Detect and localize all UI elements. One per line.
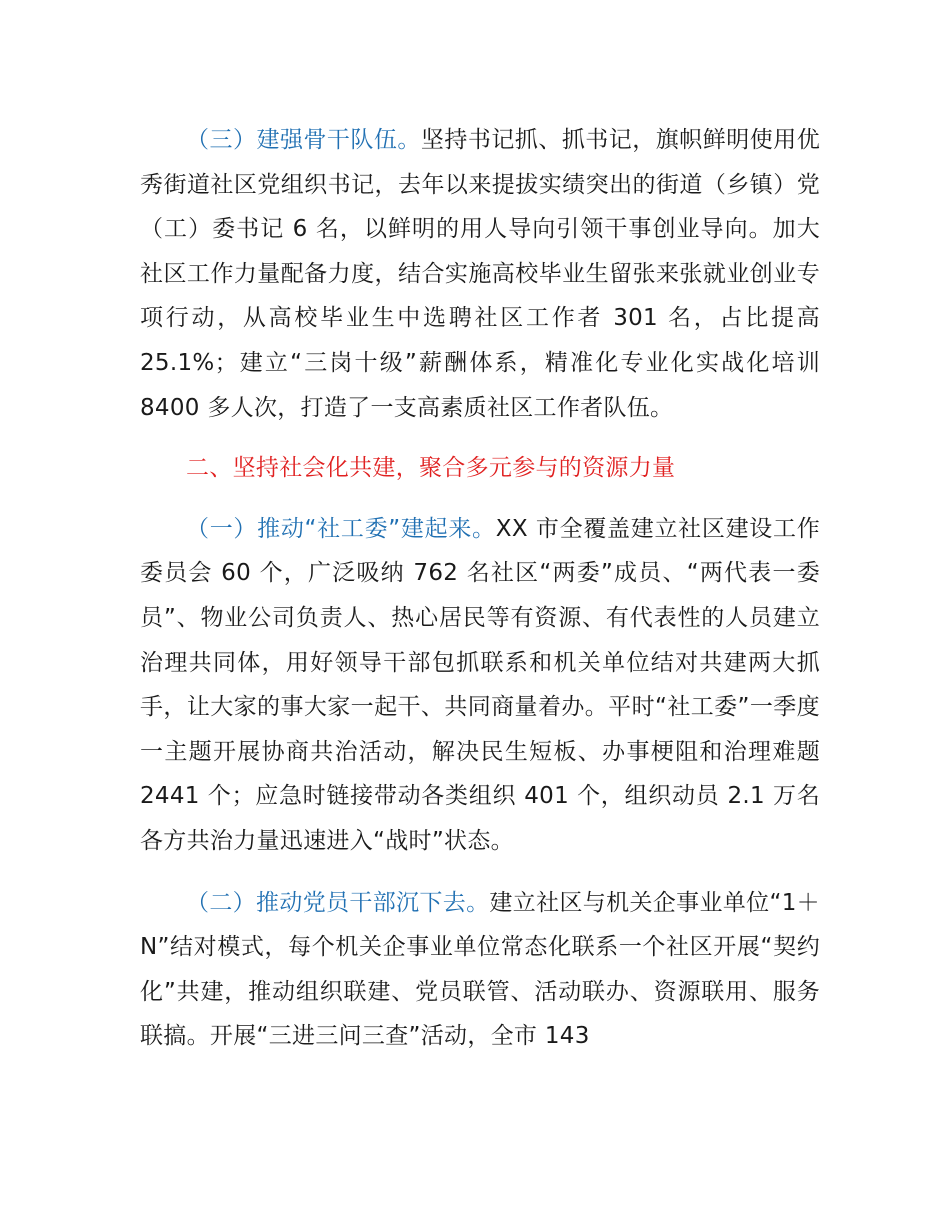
paragraph-lead-two: （二）推动党员干部沉下去。: [186, 889, 490, 916]
paragraph-body-one: XX 市全覆盖建立社区建设工作委员会 60 个，广泛吸纳 762 名社区“两委”成员、“两代表一委员”、物业公司负责人、热心居民等有资源、有代表性的人员建立治理共同体，用好领导干部包抓联系和机关单位结对共建两大抓手，让大家的事大家一起干、共同商量着办。平时“社工委”一季度一主题开展协商共治活动，解决民生短板、办事梗阻和治理难题 2441 个；应急时链接带动各类组织 401 个，组织动员 2.1 万名各方共治力量迅速进入“战时”状态。: [140, 515, 821, 854]
document-page: [140, 118, 820, 1059]
paragraph-lead-three: （三）建强骨干队伍。: [186, 127, 421, 153]
paragraph-lead-one: （一）推动“社工委”建起来。: [186, 515, 496, 542]
section-heading-two: 二、坚持社会化共建，聚合多元参与的资源力量: [186, 455, 676, 482]
paragraph-build-backbone-team: [140, 118, 820, 430]
paragraph-body-two: 建立社区与机关企事业单位“1＋N”结对模式，每个机关企事业单位常态化联系一个社区开展“契约化”共建，推动组织联建、党员联管、活动联办、资源联用、服务联搞。开展“三进三问三查”活动，全市 143: [140, 889, 820, 1050]
paragraph-social-work-committee: [140, 507, 820, 864]
paragraph-party-cadres-down: [140, 881, 820, 1059]
paragraph-body-three: 坚持书记抓、抓书记，旗帜鲜明使用优秀街道社区党组织书记，去年以来提拔实绩突出的街道（乡镇）党（工）委书记 6 名，以鲜明的用人导向引领干事创业导向。加大社区工作力量配备力度，结合实施高校毕业生留张来张就业创业专项行动，从高校毕业生中选聘社区工作者 301 名，占比提高 25.1%；建立“三岗十级”薪酬体系，精准化专业化实战化培训 8400 多人次，打造了一支高素质社区工作者队伍。: [140, 127, 821, 421]
